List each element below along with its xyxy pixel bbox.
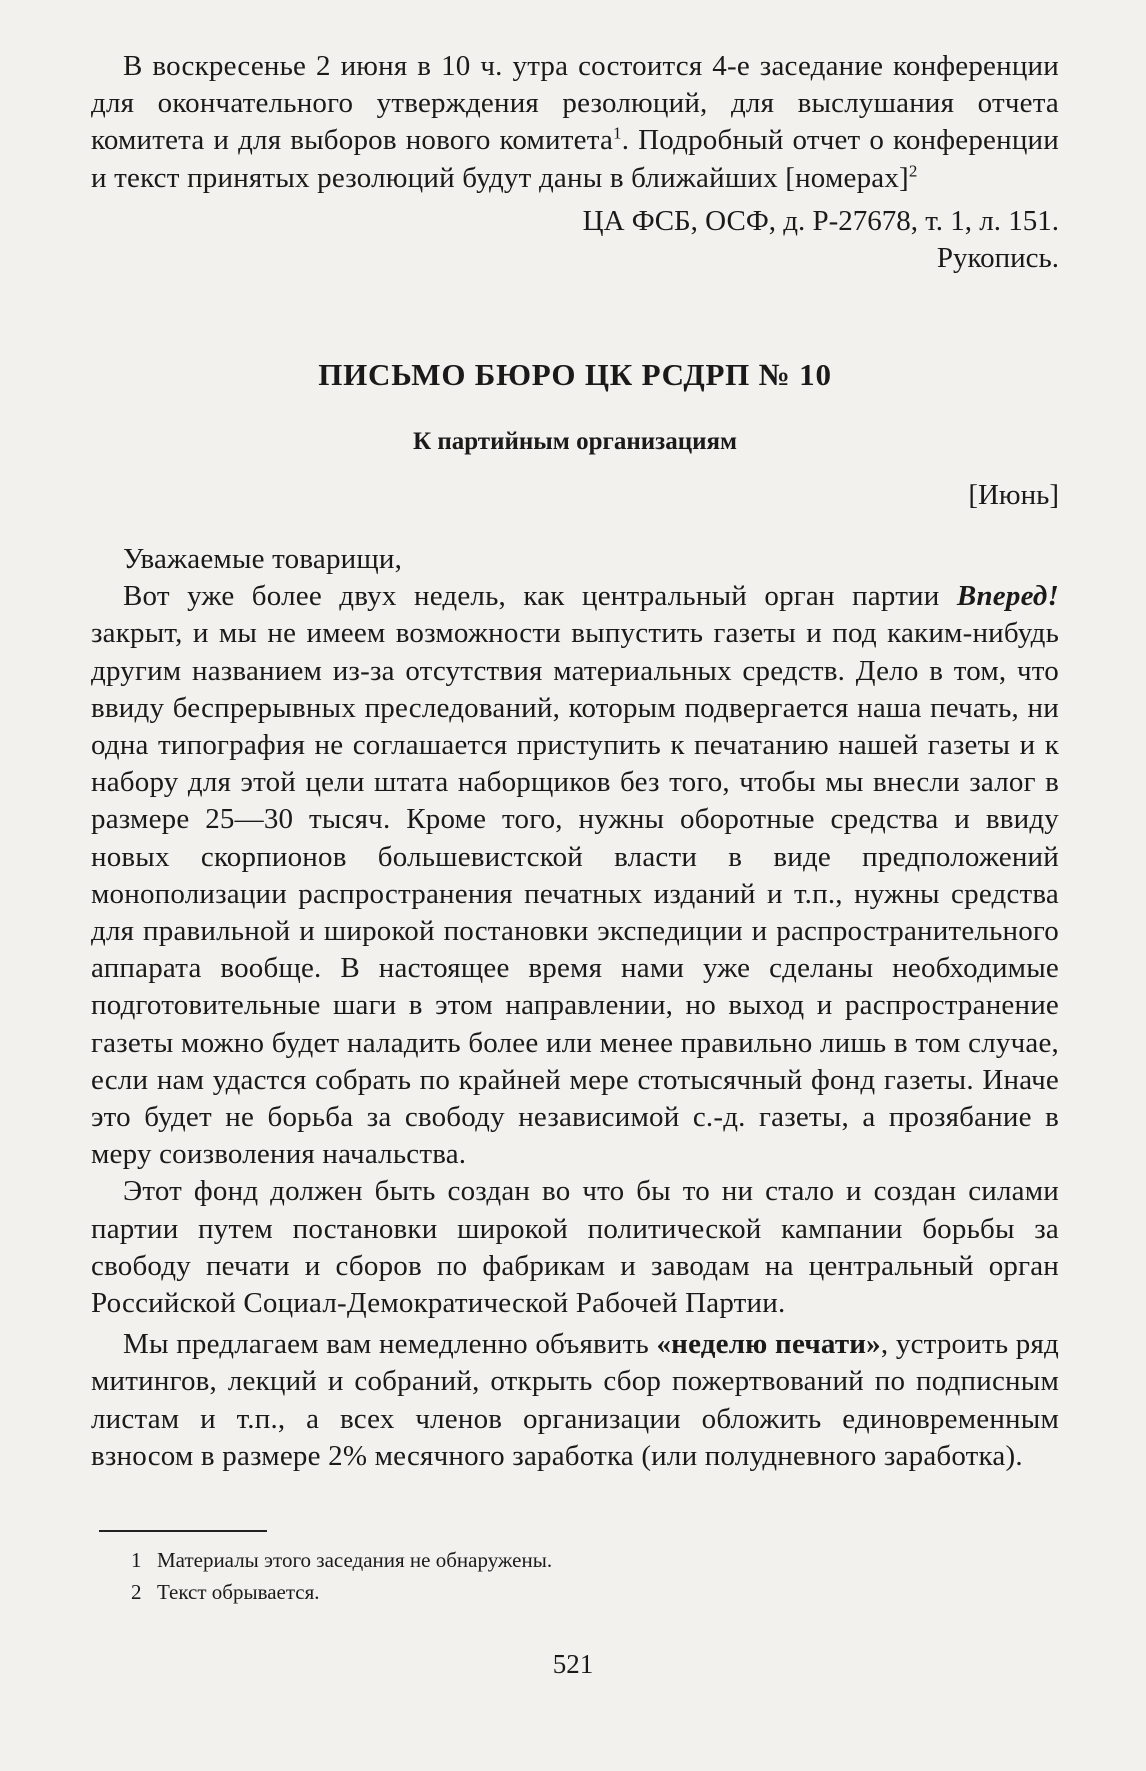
page-number: 521 (552, 1649, 594, 1679)
footnote-text: Материалы этого заседания не обнаружены. (157, 1548, 553, 1572)
paragraph-2: Этот фонд должен быть создан во что бы то ни стало и создан силами партии путем постановки широкой политической кампании борьбы за свободу печати и сборов по фабрикам и заводам на центральный орган Российской Социал-Демократической Рабочей Партии. (91, 1175, 1059, 1320)
press-week: «неделю печати» (656, 1328, 881, 1361)
letter-date: [Июнь] (968, 479, 1059, 511)
conference-text: В воскресенье 2 июня в 10 ч. утра состоится 4-е заседание конференции для окончательного утверждения резолюций, для выслушания отчета комитета и для выборов нового комитета (91, 50, 1059, 157)
heading-block (91, 357, 1059, 393)
footnote-1 (131, 1544, 552, 1576)
manuscript-note: Рукопись. (936, 241, 1059, 274)
p1-rest: закрыт, и мы не имеем возможности выпустить газеты и под каким-нибудь другим названием из-за отсутствия материальных средств. Дело в том, что ввиду беспрерывных преследований, которым подвергается наша печать, ни одна типография не соглашается приступить к печатанию нашей газеты и к набору для этой цели штата наборщиков без того, чтобы мы внесли залог в размере 25—30 тысяч. Кроме того, нужны оборотные средства и ввиду новых скорпионов большевистской власти в виде предположений монополизации распространения печатных изданий и т.п., нужны средства для правильной и широкой постановки экспедиции и распространительного аппарата вообще. В настоящее время нами уже сделаны необходимые подготовительные шаги в этом направлении, но выход и распространение газеты можно будет наладить более или менее правильно лишь в том случае, если нам удастся собрать по крайней мере стотысячный фонд газеты. Иначе это будет не борьба за свободу независимой с.-д. газеты, а прозябание в меру соизволения начальства. (91, 617, 1059, 1171)
conference-paragraph (91, 48, 1059, 197)
letter-subtitle: К партийным организациям (412, 428, 738, 455)
letter-title: ПИСЬМО БЮРО ЦК РСДРП № 10 (318, 357, 832, 392)
footnote-ref-2: 2 (908, 160, 918, 180)
footnote-divider (99, 1530, 267, 1532)
paragraph-1 (91, 578, 1059, 1173)
p1-start: Вот уже более двух недель, как центральный орган партии (123, 580, 957, 613)
p3-rest: , устроить ряд митингов, лекций и собраний, открыть сбор пожертвований по подписным листам и т.п., а всех членов организации обложить единовременным взносом в размере 2% месячного заработка (или полудневного заработка). (91, 1328, 1059, 1472)
date-block (91, 477, 1059, 514)
footnotes (131, 1544, 552, 1608)
newspaper-name: Вперед! (956, 580, 1059, 613)
p3-start: Мы предлагаем вам немедленно объявить (123, 1328, 657, 1361)
top-block (91, 48, 1059, 277)
footnote-ref-1: 1 (613, 123, 622, 143)
footnote-number: 2 (131, 1580, 142, 1604)
footnote-text: Текст обрывается. (157, 1580, 320, 1604)
footnote-number: 1 (131, 1548, 142, 1572)
archive-reference: ЦА ФСБ, ОСФ, д. Р-27678, т. 1, л. 151. (582, 204, 1059, 237)
subtitle-block (91, 428, 1059, 456)
footnote-2 (131, 1576, 552, 1608)
letter-body (91, 541, 1059, 1475)
paragraph-3 (91, 1326, 1059, 1475)
greeting: Уважаемые товарищи, (123, 543, 403, 575)
conference-text-cont: . Подробный отчет о конференции и текст принятых резолюций будут даны в ближайших [номерах] (91, 124, 1059, 194)
